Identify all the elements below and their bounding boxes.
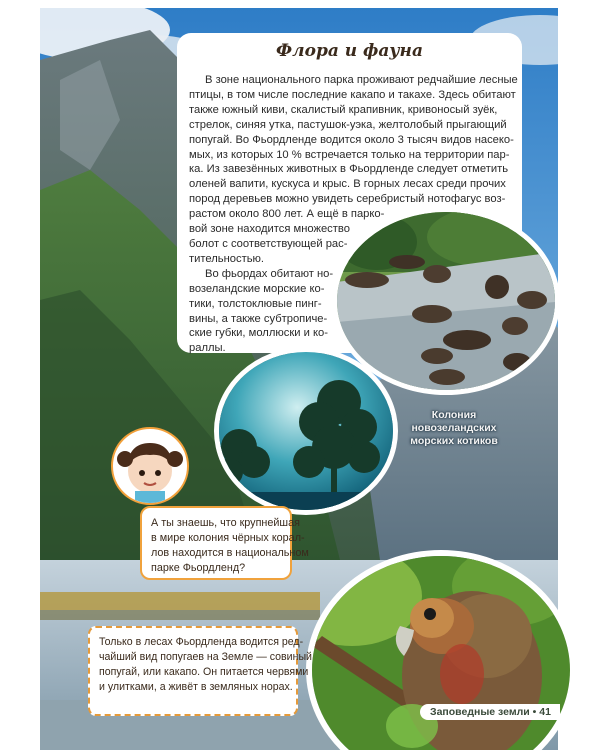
article-line: мых, из которых 10 % встречается только на территории пар- [189,148,510,161]
article-line: ка. Из завезённых животных в Фьордленде следует отметить [189,163,509,176]
article-line: раллы. [189,342,226,355]
page-number: 41 [539,706,551,718]
article-line: тики, толстоклювые пинг- [189,297,322,310]
note-line: и улитками, а живёт в земляных норах. [99,681,293,693]
bubble-line: в мире колония чёрных корал- [151,532,305,544]
article-line: также южный киви, скалистый крапивник, кривоносый зуёк, [189,103,498,116]
caption-line: новозеландских [411,422,497,434]
bubble-line: парке Фьордленд? [151,562,246,574]
article-line: В зоне национального парка проживают редчайшие лесные [205,74,518,86]
article-line: оленей вапити, кускуса и крыс. В горных лесах среди прочих [189,178,506,191]
article-line: вой зоне находится множество [189,223,350,236]
bubble-line: лов находится в национальном [151,547,309,559]
article-line: пород деревьев можно увидеть серебристый нотофагус воз- [189,193,506,206]
did-you-know-bubble [140,506,309,580]
article-line: растом около 800 лет. А ещё в парко- [189,208,385,221]
footer-separator: • [532,706,537,718]
caption-line: Колония [431,409,477,421]
caption-line: морских котиков [410,435,498,447]
article-line: возеландские морские ко- [189,282,325,295]
note-line: попугай, или какапо. Он питается червями [99,666,309,678]
article-line: болот с соответствующей рас- [189,237,348,250]
footer-section: Заповедные земли [430,706,530,718]
seal-photo-caption [408,409,500,448]
article-line: птицы, в том числе последние какапо и такахе. Здесь обитают [189,88,516,101]
did-you-know-text [151,516,309,576]
kakapo-note-text [99,635,312,695]
note-line: чайший вид попугаев на Земле — совиный [99,651,312,663]
page-margin-left [0,0,40,750]
page-footer [420,704,560,720]
article-line: Во фьордах обитают но- [205,267,334,280]
kakapo-fact-note [88,626,312,716]
footer-text [430,706,551,718]
article-line: вины, а также субтропиче- [189,312,328,325]
note-line: Только в лесах Фьордленда водится ред- [99,636,304,648]
kid-avatar [111,427,189,505]
article-line: попугай. Во Фьордленде водится около 3 тысяч видов насеко- [189,133,514,146]
article-line: ские губки, моллюски и ко- [189,327,328,340]
article-line: стрелок, синяя утка, пастушок-уэка, желтолобый прыгающий [189,118,507,131]
section-heading: Флора и фауна [276,41,423,61]
black-coral-photo [214,347,398,515]
article-line: тительностью. [189,252,265,265]
bubble-line: А ты знаешь, что крупнейшая [151,517,300,529]
page-margin-top [0,0,600,8]
